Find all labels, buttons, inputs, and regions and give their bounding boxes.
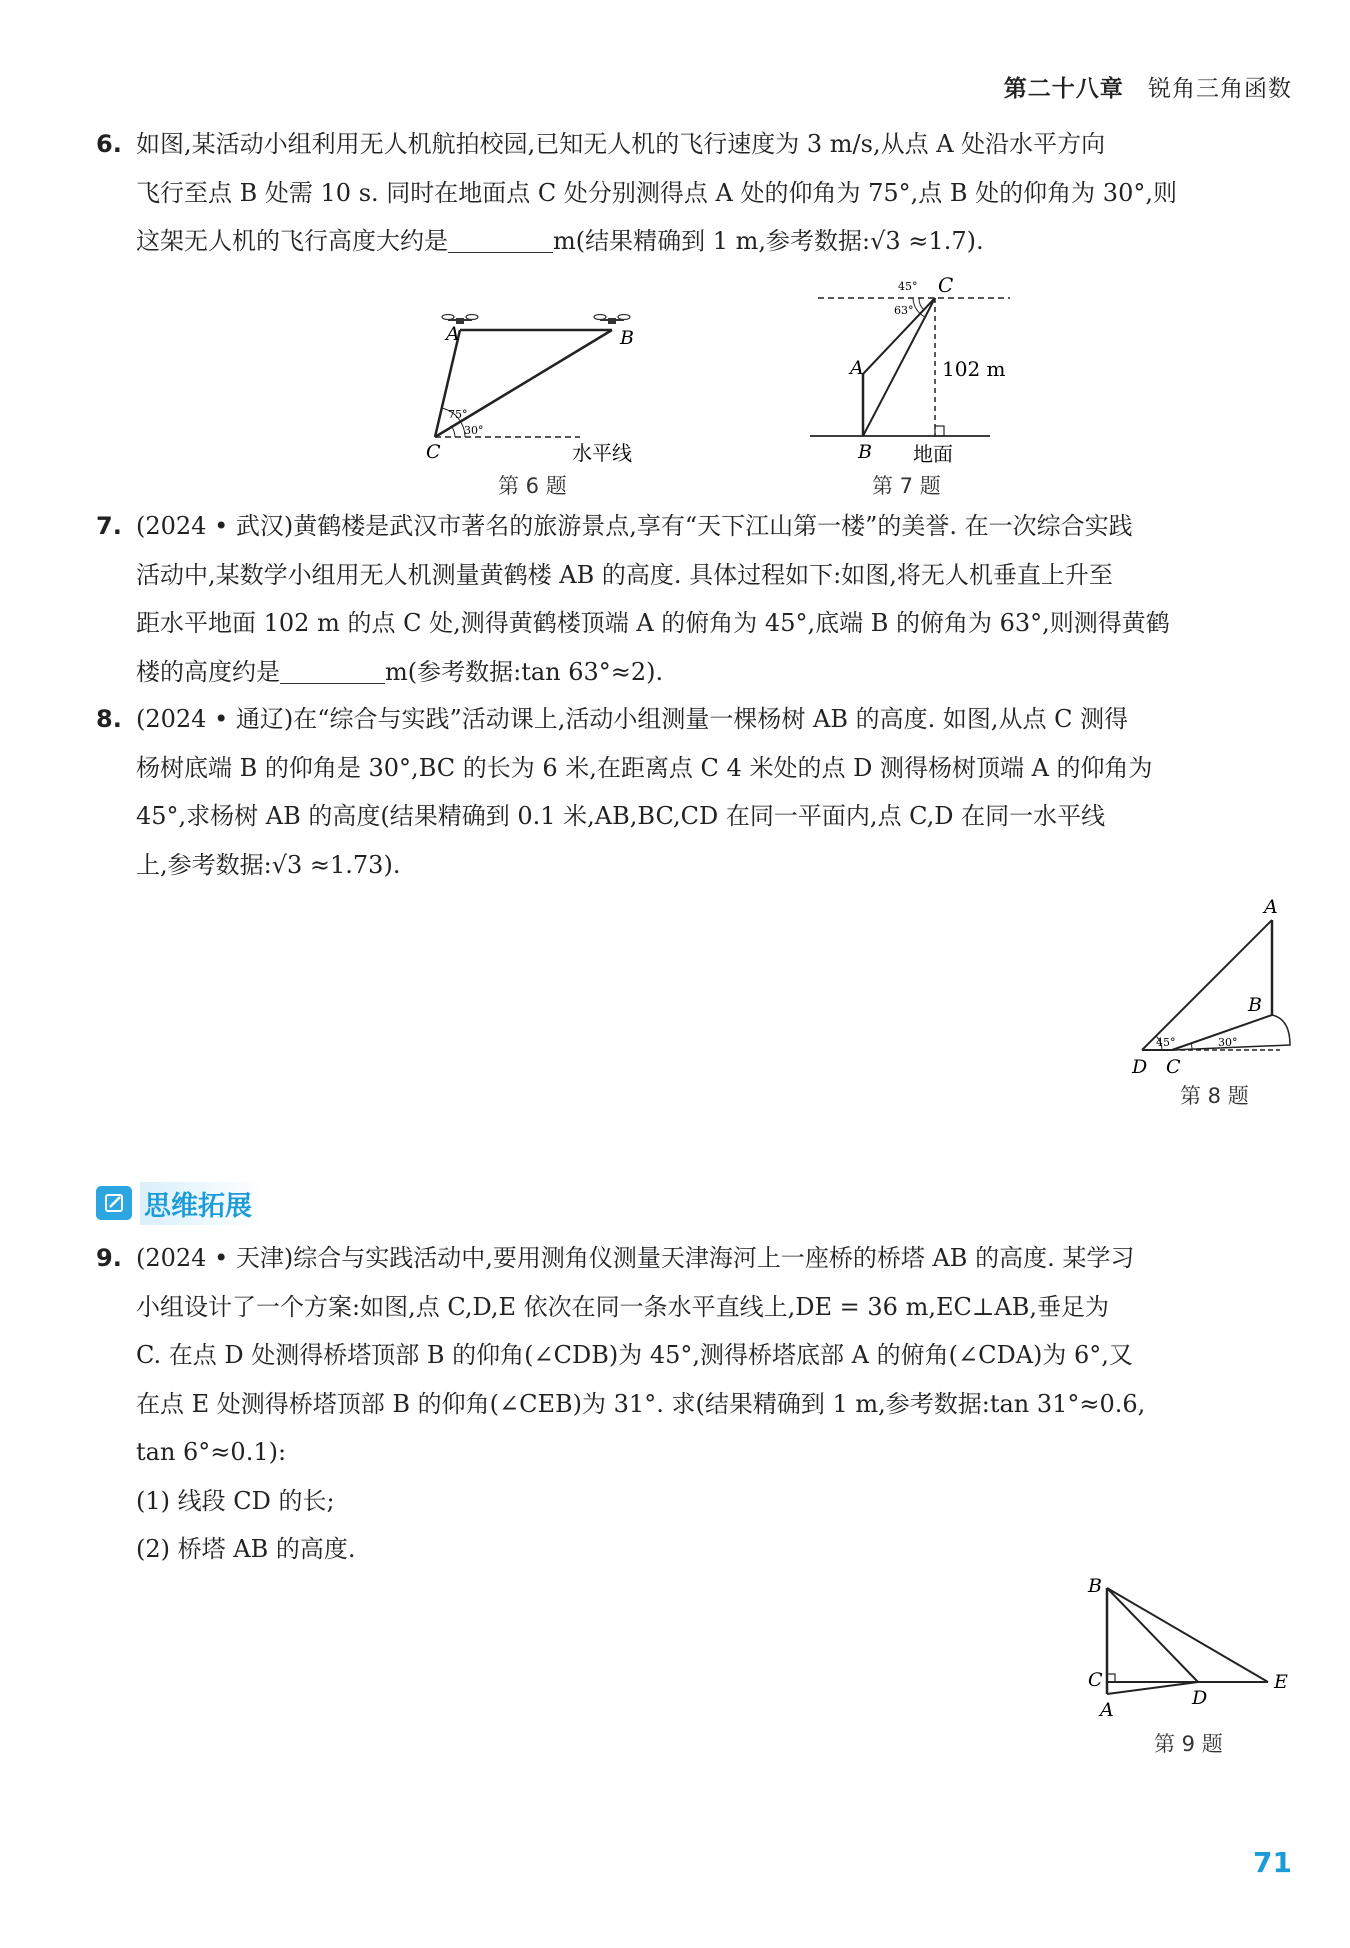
label-C: C	[938, 273, 954, 297]
figure-6-caption: 第 6 题	[498, 474, 567, 498]
problem-line: 活动中,某数学小组用无人机测量黄鹤楼 AB 的高度. 具体过程如下:如图,将无人机垂直上升至	[136, 560, 1113, 589]
figure-8-caption: 第 8 题	[1180, 1084, 1249, 1108]
angle-30-label: 30°	[1218, 1036, 1238, 1049]
problem-number: 9.	[96, 1244, 122, 1272]
angle-75-label: 75°	[448, 408, 468, 421]
problem-line	[96, 217, 1292, 266]
pencil-icon	[96, 1186, 132, 1220]
problem-text: 如图,某活动小组利用无人机航拍校园,已知无人机的飞行速度为 3 m/s,从点 A 处沿水平方向	[136, 130, 1106, 158]
problem-line: 距水平地面 102 m 的点 C 处,测得黄鹤楼顶端 A 的俯角为 45°,底端 B 的俯角为 63°,则测得黄鹤	[136, 609, 1170, 637]
ground-label: 地面	[913, 442, 953, 466]
problem-line: 在点 E 处测得桥塔顶部 B 的仰角(∠CEB)为 31°. 求(结果精确到 1 m,参考数据:tan 31°≈0.6,	[136, 1389, 1146, 1418]
problem-line: 45°,求杨树 AB 的高度(结果精确到 0.1 米,AB,BC,CD 在同一平面内,点 C,D 在同一水平线	[136, 802, 1106, 830]
figure-7	[810, 270, 1020, 470]
label-C: C	[426, 441, 441, 463]
label-C: C	[1088, 1669, 1103, 1691]
label-D: D	[1192, 1687, 1208, 1709]
label-B: B	[1088, 1575, 1102, 1597]
figure-8	[1120, 895, 1310, 1075]
problem-text: 这架无人机的飞行高度大约是	[136, 227, 448, 255]
section-heading	[96, 1183, 276, 1223]
label-B: B	[858, 441, 872, 463]
problem-line	[96, 695, 1292, 744]
problem-line: (2) 桥塔 AB 的高度.	[136, 1535, 356, 1563]
problem-6	[96, 120, 1292, 266]
problem-line: C. 在点 D 处测得桥塔顶部 B 的仰角(∠CDB)为 45°,测得桥塔底部 A 的俯角(∠CDA)为 6°,又	[136, 1341, 1133, 1369]
problem-line: 小组设计了一个方案:如图,点 C,D,E 依次在同一条水平直线上,DE = 36 m,EC⊥AB,垂足为	[136, 1292, 1110, 1321]
figure-7-caption: 第 7 题	[872, 474, 941, 498]
label-B: B	[620, 327, 634, 349]
section-title: 思维拓展	[140, 1182, 264, 1225]
problem-text: (2024 • 天津)综合与实践活动中,要用测角仪测量天津海河上一座桥的桥塔 AB 的高度. 某学习	[136, 1244, 1135, 1272]
label-A: A	[850, 357, 864, 379]
problem-number: 8.	[96, 705, 122, 733]
answer-blank[interactable]	[280, 653, 385, 684]
problem-line: 上,参考数据:√3 ≈1.73).	[136, 850, 401, 879]
problem-number: 7.	[96, 512, 122, 540]
figure-9-caption: 第 9 题	[1154, 1732, 1223, 1756]
page-header	[1004, 70, 1292, 103]
label-D: D	[1132, 1056, 1148, 1075]
angle-45-label: 45°	[1156, 1036, 1176, 1049]
figure-9	[1080, 1570, 1300, 1720]
problem-text: m(参考数据:tan 63°≈2).	[385, 657, 664, 686]
label-A: A	[1100, 1699, 1114, 1720]
horizontal-line-label: 水平线	[572, 441, 632, 465]
problem-line	[96, 648, 1292, 697]
chapter-number: 第二十八章	[1003, 76, 1124, 102]
angle-63-label: 63°	[894, 304, 914, 317]
problem-7	[96, 502, 1292, 696]
problem-line	[96, 502, 1292, 551]
figure-6	[400, 300, 660, 475]
problem-text: m(结果精确到 1 m,参考数据:√3 ≈1.7).	[553, 227, 984, 255]
problem-line	[96, 120, 1292, 169]
page-number: 71	[1253, 1846, 1292, 1879]
problem-9	[96, 1234, 1292, 1574]
problem-text: (2024 • 武汉)黄鹤楼是武汉市著名的旅游景点,享有“天下江山第一楼”的美誉. 在一次综合实践	[136, 512, 1133, 540]
problem-number: 6.	[96, 130, 122, 158]
height-label: 102 m	[942, 357, 1006, 381]
problem-text: 楼的高度约是	[136, 657, 280, 686]
problem-text: (2024 • 通辽)在“综合与实践”活动课上,活动小组测量一棵杨树 AB 的高度. 如图,从点 C 测得	[136, 705, 1129, 733]
problem-8	[96, 695, 1292, 889]
label-A: A	[1264, 896, 1278, 918]
label-B: B	[1248, 994, 1262, 1016]
problem-line: tan 6°≈0.1):	[136, 1438, 287, 1466]
label-E: E	[1274, 1671, 1288, 1693]
label-A: A	[446, 323, 460, 345]
chapter-title: 锐角三角函数	[1148, 76, 1292, 102]
angle-45-label: 45°	[898, 280, 918, 293]
label-C: C	[1166, 1056, 1181, 1075]
answer-blank[interactable]	[448, 222, 553, 253]
drone-icon	[594, 315, 630, 325]
problem-line: (1) 线段 CD 的长;	[136, 1486, 335, 1515]
problem-line: 飞行至点 B 处需 10 s. 同时在地面点 C 处分别测得点 A 处的仰角为 75°,点 B 处的仰角为 30°,则	[136, 178, 1177, 207]
problem-line	[96, 1234, 1292, 1283]
angle-30-label: 30°	[464, 424, 484, 437]
problem-line: 杨树底端 B 的仰角是 30°,BC 的长为 6 米,在距离点 C 4 米处的点 D 测得杨树顶端 A 的仰角为	[136, 753, 1153, 782]
